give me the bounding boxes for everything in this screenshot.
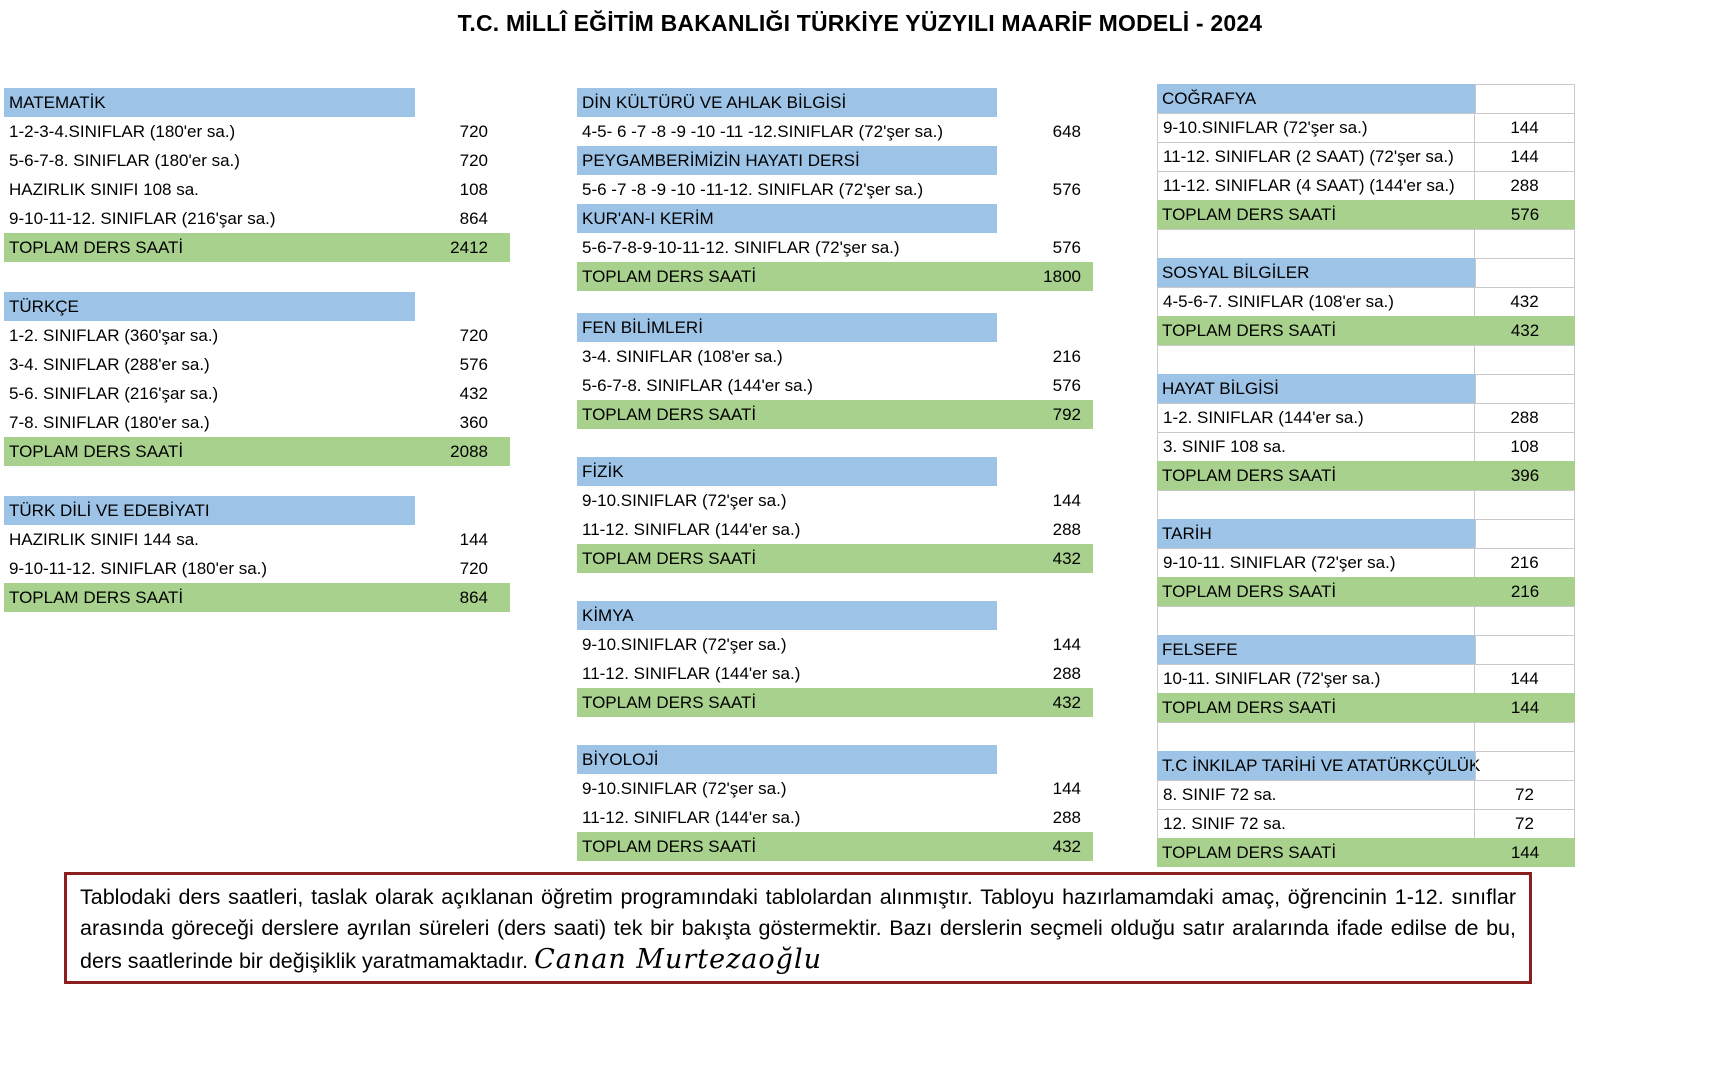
course-label: [1157, 606, 1475, 635]
course-label: 3-4. SINIFLAR (288'er sa.): [9, 354, 210, 374]
table-row: [4, 175, 510, 204]
hours-value: 216: [1510, 581, 1540, 601]
course-table: [577, 457, 1093, 573]
table-header-row: [577, 313, 1093, 342]
course-label: 3. SINIF 108 sa.: [1157, 432, 1475, 461]
hours-value: 144: [1510, 842, 1540, 862]
course-label: TÜRKÇE: [4, 292, 415, 321]
course-label: KİMYA: [577, 601, 997, 630]
table-row: [577, 803, 1093, 832]
course-label: TÜRK DİLİ VE EDEBİYATI: [4, 496, 415, 525]
table-header-row: [4, 292, 510, 321]
course-label: 4-5- 6 -7 -8 -9 -10 -11 -12.SINIFLAR (72'şer sa.): [582, 121, 944, 141]
course-label: TOPLAM DERS SAATİ: [582, 836, 757, 856]
course-label: TOPLAM DERS SAATİ: [9, 441, 184, 461]
column-middle: [577, 88, 1093, 889]
table-header-row: [1157, 374, 1575, 403]
hours-value: 432: [459, 383, 488, 403]
course-label: TOPLAM DERS SAATİ: [9, 587, 184, 607]
table-row: [1157, 780, 1575, 809]
course-label: HAZIRLIK SINIFI 144 sa.: [9, 529, 199, 549]
hours-value: 144: [1475, 142, 1575, 171]
table-spacer-row: [1157, 345, 1575, 374]
course-table: [577, 313, 1093, 429]
table-header-row: [577, 204, 1093, 233]
table-total-row: [577, 400, 1093, 429]
course-table: [577, 745, 1093, 861]
table-header-row: [577, 601, 1093, 630]
course-label: 5-6 -7 -8 -9 -10 -11-12. SINIFLAR (72'şer sa.): [582, 179, 924, 199]
hours-value: [1475, 84, 1575, 113]
hours-value: 396: [1510, 465, 1540, 485]
hours-value: 432: [1475, 287, 1575, 316]
course-label: 9-10.SINIFLAR (72'şer sa.): [1157, 113, 1475, 142]
hours-value: 720: [459, 558, 488, 578]
table-header-row: [1157, 84, 1575, 113]
course-label: COĞRAFYA: [1157, 84, 1475, 113]
hours-value: 720: [459, 150, 488, 170]
table-header-row: [1157, 751, 1575, 780]
hours-value: 144: [1052, 490, 1081, 510]
table-row: [577, 117, 1093, 146]
course-table: [1157, 84, 1575, 867]
table-row: [4, 321, 510, 350]
page-title: T.C. MİLLÎ EĞİTİM BAKANLIĞI TÜRKİYE YÜZYILI MAARİF MODELİ - 2024: [457, 10, 1263, 36]
table-row: [1157, 142, 1575, 171]
table-total-row: [1157, 693, 1575, 722]
hours-value: 144: [1052, 634, 1081, 654]
course-label: 4-5-6-7. SINIFLAR (108'er sa.): [1157, 287, 1475, 316]
course-label: 5-6-7-8. SINIFLAR (180'er sa.): [9, 150, 240, 170]
course-label: TOPLAM DERS SAATİ: [1162, 465, 1337, 485]
hours-value: [415, 496, 510, 525]
hours-value: [997, 88, 1093, 117]
hours-value: [997, 313, 1093, 342]
course-label: HAZIRLIK SINIFI 108 sa.: [9, 179, 199, 199]
table-total-row: [577, 262, 1093, 291]
table-total-row: [4, 583, 510, 612]
table-row: [4, 350, 510, 379]
hours-value: 72: [1475, 780, 1575, 809]
hours-value: 864: [459, 587, 488, 607]
table-row: [577, 371, 1093, 400]
hours-value: 864: [459, 208, 488, 228]
hours-value: 432: [1052, 692, 1081, 712]
table-row: [577, 774, 1093, 803]
hours-value: [1475, 635, 1575, 664]
course-label: PEYGAMBERİMİZİN HAYATI DERSİ: [577, 146, 997, 175]
hours-value: [1475, 229, 1575, 258]
course-label: 11-12. SINIFLAR (2 SAAT) (72'şer sa.): [1157, 142, 1475, 171]
hours-value: 216: [1475, 548, 1575, 577]
hours-value: 432: [1052, 836, 1081, 856]
table-header-row: [4, 88, 510, 117]
table-row: [4, 117, 510, 146]
course-label: FEN BİLİMLERİ: [577, 313, 997, 342]
hours-value: 144: [1052, 778, 1081, 798]
hours-value: [1475, 345, 1575, 374]
hours-value: 288: [1052, 807, 1081, 827]
signature: Canan Murtezaoğlu: [534, 944, 822, 975]
course-label: [1157, 229, 1475, 258]
hours-value: [1475, 490, 1575, 519]
course-label: TOPLAM DERS SAATİ: [1162, 697, 1337, 717]
table-row: [1157, 548, 1575, 577]
table-row: [4, 379, 510, 408]
note-box: [64, 872, 1532, 984]
table-row: [1157, 664, 1575, 693]
course-table: [4, 292, 510, 466]
hours-value: 576: [459, 354, 488, 374]
hours-value: [1475, 519, 1575, 548]
course-label: 5-6. SINIFLAR (216'şar sa.): [9, 383, 219, 403]
column-left: [4, 88, 510, 642]
hours-value: 576: [1052, 237, 1081, 257]
table-total-row: [1157, 316, 1575, 345]
course-label: 7-8. SINIFLAR (180'er sa.): [9, 412, 210, 432]
course-label: 1-2. SINIFLAR (360'şar sa.): [9, 325, 219, 345]
table-row: [577, 342, 1093, 371]
table-spacer-row: [1157, 229, 1575, 258]
hours-value: 108: [1475, 432, 1575, 461]
course-label: 1-2. SINIFLAR (144'er sa.): [1157, 403, 1475, 432]
course-label: KUR'AN-I KERİM: [577, 204, 997, 233]
table-row: [577, 175, 1093, 204]
table-total-row: [4, 437, 510, 466]
hours-value: 432: [1052, 548, 1081, 568]
hours-value: [997, 601, 1093, 630]
table-row: [4, 204, 510, 233]
table-header-row: [577, 146, 1093, 175]
course-label: 11-12. SINIFLAR (4 SAAT) (144'er sa.): [1157, 171, 1475, 200]
course-label: SOSYAL BİLGİLER: [1157, 258, 1475, 287]
course-label: TARİH: [1157, 519, 1475, 548]
hours-value: 576: [1052, 179, 1081, 199]
course-label: 11-12. SINIFLAR (144'er sa.): [582, 519, 801, 539]
table-row: [577, 630, 1093, 659]
course-label: 3-4. SINIFLAR (108'er sa.): [582, 346, 783, 366]
course-label: 9-10-11-12. SINIFLAR (216'şar sa.): [9, 208, 276, 228]
course-table: [4, 496, 510, 612]
course-label: TOPLAM DERS SAATİ: [1162, 204, 1337, 224]
table-header-row: [577, 88, 1093, 117]
hours-value: 792: [1052, 404, 1081, 424]
hours-value: [997, 204, 1093, 233]
course-label: [1157, 722, 1475, 751]
hours-value: 720: [459, 121, 488, 141]
hours-value: 1800: [1043, 266, 1081, 286]
table-row: [1157, 171, 1575, 200]
table-row: [1157, 809, 1575, 838]
course-label: 5-6-7-8. SINIFLAR (144'er sa.): [582, 375, 813, 395]
table-row: [4, 525, 510, 554]
table-total-row: [1157, 577, 1575, 606]
course-label: 8. SINIF 72 sa.: [1157, 780, 1475, 809]
course-label: 9-10.SINIFLAR (72'şer sa.): [582, 490, 787, 510]
hours-value: 360: [459, 412, 488, 432]
course-label: TOPLAM DERS SAATİ: [582, 404, 757, 424]
hours-value: [415, 292, 510, 321]
course-label: 11-12. SINIFLAR (144'er sa.): [582, 807, 801, 827]
hours-value: [1475, 606, 1575, 635]
table-row: [1157, 287, 1575, 316]
table-total-row: [577, 688, 1093, 717]
hours-value: 288: [1475, 171, 1575, 200]
note-text: Tablodaki ders saatleri, taslak olarak açıklanan öğretim programındaki tablolardan alınmıştır. Tabloyu hazırlamamdaki amaç, öğrencinin 1-12. sınıflar arasında göreceği derslere ayrılan süreleri (ders saati) tek bir bakışta göstermektir. Bazı derslerin seçmeli olduğu satır aralarında ifade edilse de bu, ders saatlerinde bir değişiklik yaratmamaktadır.: [80, 885, 1516, 973]
course-label: TOPLAM DERS SAATİ: [9, 237, 184, 257]
table-total-row: [4, 233, 510, 262]
hours-value: 72: [1475, 809, 1575, 838]
table-row: [1157, 432, 1575, 461]
hours-value: 2088: [450, 441, 488, 461]
hours-value: 288: [1475, 403, 1575, 432]
course-label: TOPLAM DERS SAATİ: [582, 266, 757, 286]
hours-value: 720: [459, 325, 488, 345]
hours-value: [1475, 751, 1575, 780]
hours-value: [997, 457, 1093, 486]
course-label: HAYAT BİLGİSİ: [1157, 374, 1475, 403]
course-label: TOPLAM DERS SAATİ: [1162, 320, 1337, 340]
course-label: TOPLAM DERS SAATİ: [582, 692, 757, 712]
table-header-row: [1157, 258, 1575, 287]
hours-value: 648: [1052, 121, 1081, 141]
hours-value: 144: [1475, 113, 1575, 142]
course-label: TOPLAM DERS SAATİ: [582, 548, 757, 568]
table-row: [4, 408, 510, 437]
course-table: [577, 601, 1093, 717]
table-header-row: [577, 457, 1093, 486]
course-label: 9-10.SINIFLAR (72'şer sa.): [582, 634, 787, 654]
table-header-row: [4, 496, 510, 525]
course-label: 12. SINIF 72 sa.: [1157, 809, 1475, 838]
course-label: FELSEFE: [1157, 635, 1475, 664]
hours-value: 576: [1052, 375, 1081, 395]
course-label: [1157, 490, 1475, 519]
table-row: [1157, 403, 1575, 432]
course-label: MATEMATİK: [4, 88, 415, 117]
table-row: [4, 146, 510, 175]
hours-value: [997, 745, 1093, 774]
table-spacer-row: [1157, 606, 1575, 635]
table-total-row: [1157, 838, 1575, 867]
hours-value: [1475, 722, 1575, 751]
hours-value: [1475, 374, 1575, 403]
table-row: [577, 659, 1093, 688]
hours-value: [1475, 258, 1575, 287]
hours-value: 2412: [450, 237, 488, 257]
course-label: [1157, 345, 1475, 374]
table-total-row: [577, 832, 1093, 861]
course-table: [577, 88, 1093, 291]
table-spacer-row: [1157, 722, 1575, 751]
hours-value: 288: [1052, 519, 1081, 539]
hours-value: 576: [1510, 204, 1540, 224]
column-right: [1157, 84, 1575, 867]
course-label: 1-2-3-4.SINIFLAR (180'er sa.): [9, 121, 236, 141]
course-label: 10-11. SINIFLAR (72'şer sa.): [1157, 664, 1475, 693]
table-row: [1157, 113, 1575, 142]
course-label: FİZİK: [577, 457, 997, 486]
course-label: 5-6-7-8-9-10-11-12. SINIFLAR (72'şer sa.): [582, 237, 900, 257]
course-label: 9-10.SINIFLAR (72'şer sa.): [582, 778, 787, 798]
hours-value: 144: [1475, 664, 1575, 693]
course-label: 9-10-11-12. SINIFLAR (180'er sa.): [9, 558, 268, 578]
hours-value: [997, 146, 1093, 175]
hours-value: [415, 88, 510, 117]
course-label: BİYOLOJİ: [577, 745, 997, 774]
table-row: [577, 233, 1093, 262]
course-label: DİN KÜLTÜRÜ VE AHLAK BİLGİSİ: [577, 88, 997, 117]
table-row: [577, 515, 1093, 544]
course-label: TOPLAM DERS SAATİ: [1162, 581, 1337, 601]
hours-value: 144: [459, 529, 488, 549]
table-header-row: [577, 745, 1093, 774]
hours-value: 288: [1052, 663, 1081, 683]
table-spacer-row: [1157, 490, 1575, 519]
course-table: [4, 88, 510, 262]
table-total-row: [1157, 200, 1575, 229]
hours-value: 144: [1510, 697, 1540, 717]
table-header-row: [1157, 635, 1575, 664]
table-row: [4, 554, 510, 583]
table-total-row: [577, 544, 1093, 573]
course-label: T.C İNKILAP TARİHİ VE ATATÜRKÇÜLÜK: [1157, 751, 1475, 780]
hours-value: 216: [1052, 346, 1081, 366]
course-label: TOPLAM DERS SAATİ: [1162, 842, 1337, 862]
table-row: [577, 486, 1093, 515]
hours-value: 432: [1510, 320, 1540, 340]
hours-value: 108: [459, 179, 488, 199]
course-label: 9-10-11. SINIFLAR (72'şer sa.): [1157, 548, 1475, 577]
table-total-row: [1157, 461, 1575, 490]
course-label: 11-12. SINIFLAR (144'er sa.): [582, 663, 801, 683]
table-header-row: [1157, 519, 1575, 548]
